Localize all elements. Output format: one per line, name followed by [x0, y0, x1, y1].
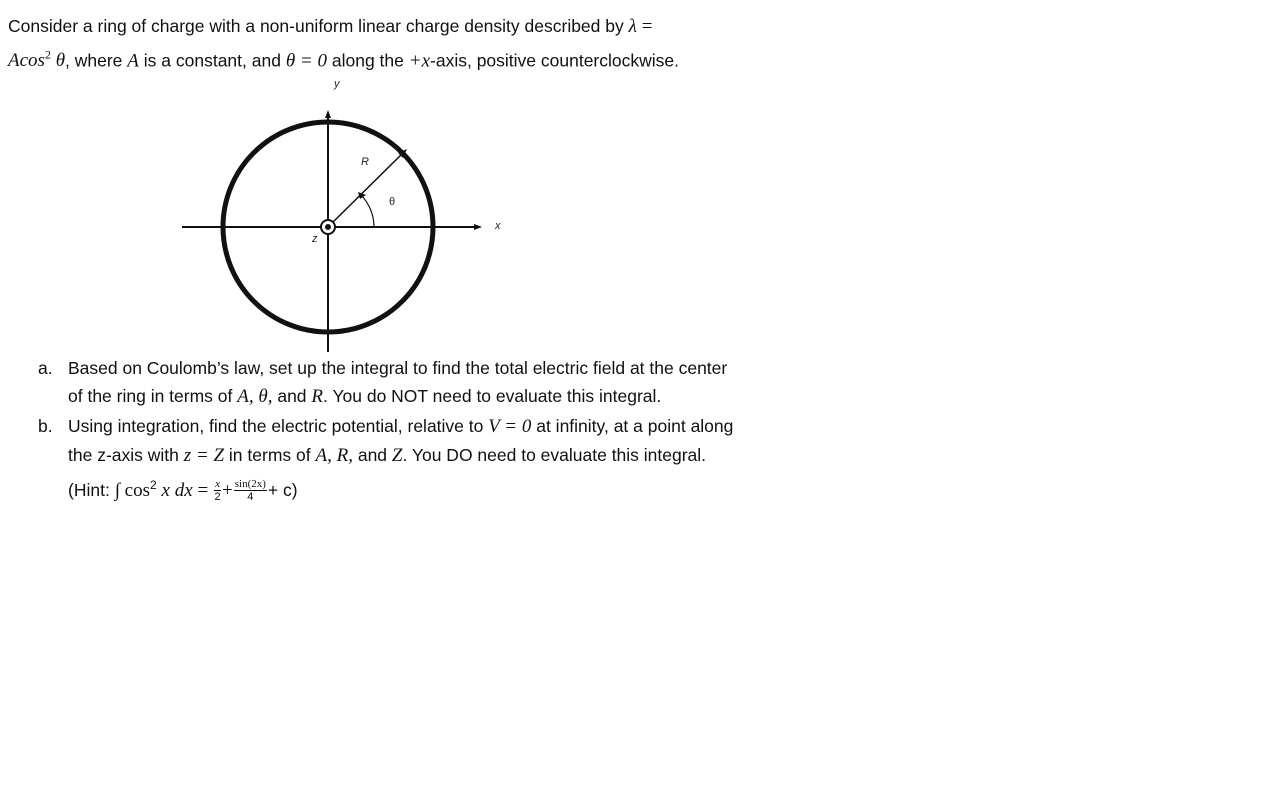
question-b-zZ: z = Z — [183, 445, 225, 467]
question-b-text: Using integration, find the electric potential, relative to — [68, 415, 484, 436]
z-axis-dot — [325, 224, 331, 230]
z-axis-label: z — [312, 233, 318, 245]
hint-xdx: x dx — [161, 479, 193, 501]
hint-fraction-x-over-2: $\frac{x}{2}$ — [214, 478, 221, 504]
lambda-symbol: λ — [628, 16, 637, 37]
question-a-text-2: . You do NOT need to evaluate this integral. — [323, 386, 662, 407]
problem-intro — [8, 12, 748, 75]
hint-tail: + c) — [267, 479, 298, 500]
var-A: A — [127, 50, 139, 72]
y-axis-label: y — [334, 78, 340, 90]
hint-integral: ∫ cos — [114, 479, 150, 501]
theta-arc — [361, 195, 374, 227]
y-axis-arrow — [325, 110, 331, 118]
question-a-text: Based on Coulomb’s law, set up the integral to find the total electric field at the center of the ring in terms of — [68, 358, 728, 407]
hint-square: 2 — [149, 477, 157, 492]
question-a — [38, 354, 738, 412]
theta-zero: θ = 0 — [285, 50, 327, 72]
question-b-Z: Z — [391, 445, 403, 467]
hint-equals: = — [197, 479, 209, 501]
question-a-R: R — [311, 386, 324, 408]
question-a-and: and — [277, 386, 307, 407]
question-b-V0: V = 0 — [488, 415, 532, 437]
x-axis-arrow — [474, 224, 482, 230]
intro-text-5: -axis, positive counterclockwise. — [430, 50, 679, 71]
ring-diagram — [180, 74, 560, 356]
question-a-tag: a. — [38, 358, 53, 378]
theta-label: θ — [389, 196, 396, 208]
ring-diagram-svg — [180, 74, 560, 356]
x-axis-label: x — [495, 220, 501, 232]
intro-text: Consider a ring of charge with a non-uniform linear charge density described by — [8, 16, 624, 36]
question-b-text-4: . You DO need to evaluate this integral. (Hint: — [68, 445, 707, 500]
question-b-vars: A, R, — [315, 445, 353, 467]
hint-fraction-sin-over-4: $\frac{\sin(2x)}{4}$ — [234, 478, 266, 504]
question-b-and: and — [357, 445, 388, 466]
intro-text-3: is a constant, and — [143, 50, 281, 71]
equals-sign: = — [641, 16, 653, 37]
charge-density-expr: Acos$^2$ θ — [8, 48, 66, 72]
question-b-text-2: at infinity, at a point along the z-axis with — [68, 415, 734, 466]
radius-label: R — [361, 156, 369, 168]
question-list — [38, 354, 738, 505]
question-b-text-3: in terms of — [228, 445, 311, 466]
intro-text-2: , where — [65, 50, 123, 71]
intro-text-4: along the — [331, 50, 404, 71]
hint-plus: + — [222, 479, 233, 501]
question-a-vars: A, θ, — [237, 386, 273, 408]
question-b-tag: b. — [38, 415, 53, 436]
plus-x: +x — [408, 50, 431, 72]
question-b — [38, 412, 738, 505]
